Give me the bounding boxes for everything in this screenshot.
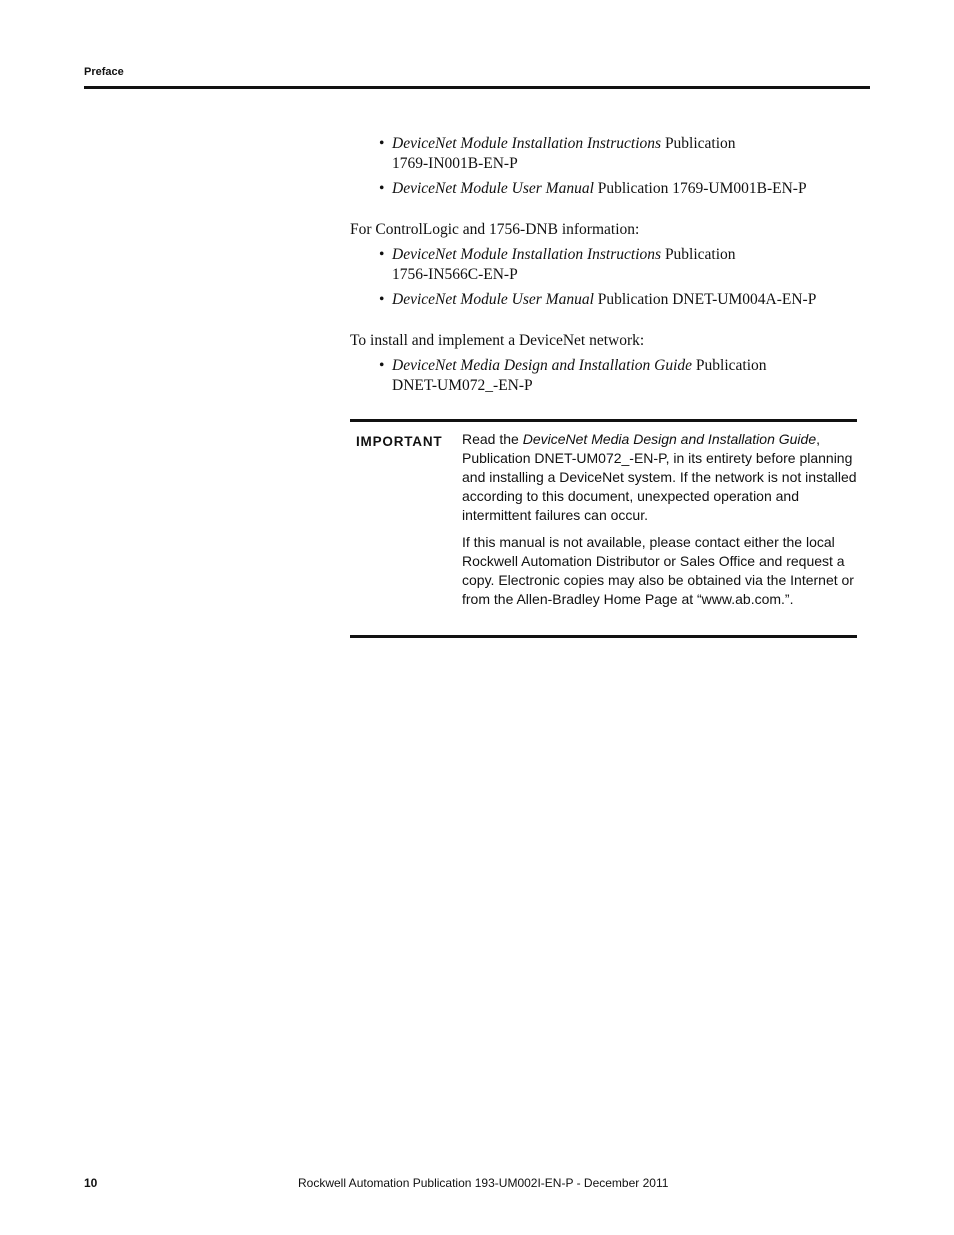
- publication-label: Publication 1769-UM001B-EN-P: [593, 180, 807, 197]
- text-run: Read the: [462, 431, 523, 447]
- group-intro: For ControlLogic and 1756-DNB information:: [350, 221, 640, 238]
- text-run: , Publication DNET-UM072_-EN-P, in its entirety before planning and installing a DeviceNet system. If the network is not installed according to this document, unexpected operation and intermittent failures can occur.: [462, 431, 857, 523]
- publication-label: Publication: [661, 246, 736, 263]
- publication-label: Publication DNET-UM004A-EN-P: [593, 291, 817, 308]
- list-item: [350, 179, 870, 199]
- publication-list-compactlogix: [350, 134, 870, 204]
- publication-label: Publication: [692, 357, 767, 374]
- publication-title: DeviceNet Module User Manual: [392, 291, 594, 308]
- publication-number: DNET-UM072_-EN-P: [392, 377, 533, 394]
- guide-title: DeviceNet Media Design and Installation Guide: [522, 431, 817, 447]
- publication-label: Publication: [661, 135, 736, 152]
- list-item: [350, 290, 870, 310]
- list-item: [350, 245, 870, 285]
- section-header: Preface: [84, 66, 124, 78]
- publication-list-controllogix: [350, 220, 870, 315]
- publication-title: DeviceNet Module Installation Instructions: [392, 246, 662, 263]
- publication-title: DeviceNet Media Design and Installation Guide: [392, 357, 693, 374]
- publication-title: DeviceNet Module User Manual: [392, 180, 594, 197]
- important-paragraph: If this manual is not available, please contact either the local Rockwell Automation Distributor or Sales Office and request a copy. Electronic copies may also be obtained via the Internet or from the Allen-Bradley Home Page at “www.ab.com.”.: [462, 534, 854, 607]
- important-paragraph: [462, 430, 857, 525]
- page-number: 10: [84, 1176, 98, 1190]
- publication-title: DeviceNet Module Installation Instructions: [392, 135, 662, 152]
- header-rule: [84, 86, 870, 89]
- important-label: IMPORTANT: [356, 434, 443, 449]
- footer-publication: Rockwell Automation Publication 193-UM002I-EN-P - December 2011: [298, 1176, 669, 1190]
- publication-number: 1756-IN566C-EN-P: [392, 266, 518, 283]
- publication-list-network: [350, 331, 870, 401]
- important-notice: [350, 419, 857, 638]
- publication-number: 1769-IN001B-EN-P: [392, 155, 518, 172]
- list-item: [350, 134, 870, 174]
- important-body: [462, 430, 857, 617]
- group-intro: To install and implement a DeviceNet network:: [350, 332, 645, 349]
- list-item: [350, 356, 870, 396]
